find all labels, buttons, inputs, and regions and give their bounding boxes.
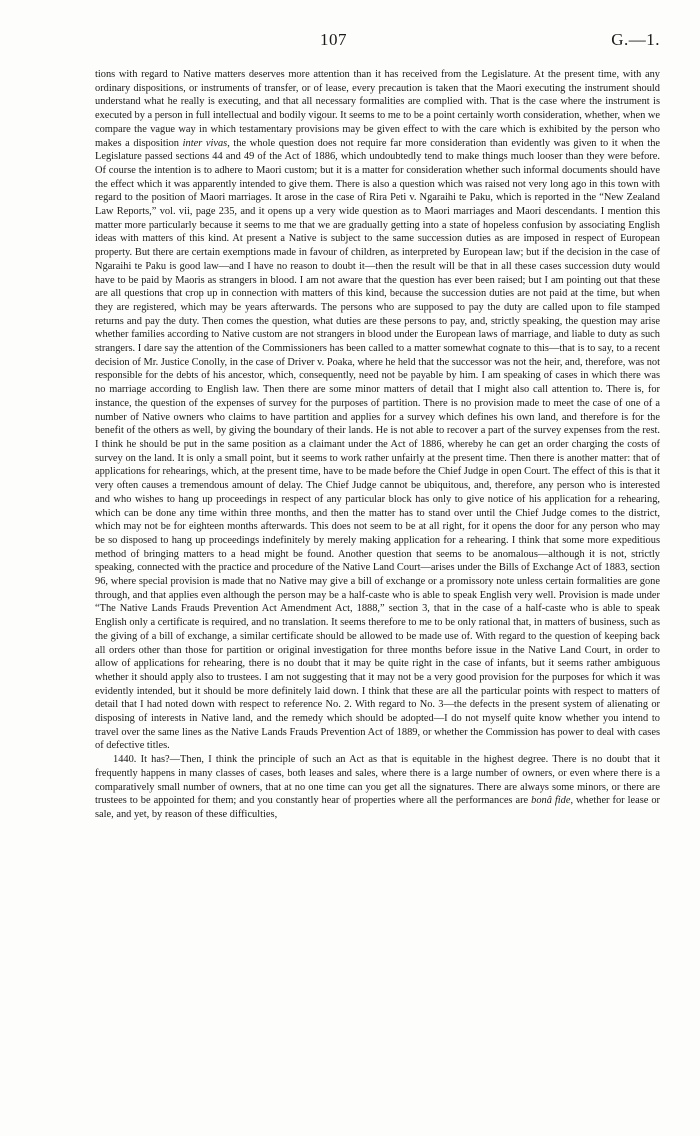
paragraph-text: , whether for lease or sale, and yet, by reason of these difficulties, — [95, 795, 660, 820]
italic-phrase: inter vivas — [182, 137, 228, 149]
body-text — [95, 68, 660, 822]
paragraph-text: tions with regard to Native matters deserves more attention than it has received from the Legislature. At the present time, with any ordinary dispositions, or instruments of transfer, or of lease, every precaution is taken that the Maori executing the instrument should understand what he really is executing, and that all necessary formalities are complied with. That is the case where the instrument is executed by a person in full intellectual and bodily vigour. It seems to me to be a point certainly worth consideration, whether, when we compare the vague way in which testamentary provisions may be given effect to with the care which is exhibited by the person who makes a disposition — [95, 69, 660, 149]
question-number: 1440. — [113, 754, 137, 766]
italic-phrase: bonâ fide — [531, 795, 571, 807]
paragraph-testimony — [95, 68, 660, 753]
page-header — [0, 30, 700, 54]
paragraph-text: It has?—Then, I think the principle of such an Act as that is equitable in the highest degree. There is no doubt that it frequently happens in many classes of cases, both leases and sales, where there is a large number of owners, or even where there is a comparatively small number of owners, that at no one time can you get all the signatures. There are always some minors, or there are trustees to be appointed for them; and you constantly hear of properties where all the performances are — [95, 754, 660, 807]
paragraph-question-1440 — [95, 753, 660, 822]
paragraph-text: , the whole question does not require far more consideration than evidently was given to it when the Legislature passed sections 44 and 49 of the Act of 1886, which undoubtedly tend to make things much looser than they were before. Of course the intention is to adhere to Maori custom; but it is a matter for consideration whether such informal documents should have the effect which it was apparently intended to give them. There is also a question which was raised not very long ago in this town with regard to the position of Maori marriages. It arose in the case of Rira Peti v. Ngaraihi te Paku, which is reported in the “New Zealand Law Reports,” vol. vii, page 235, and it opens up a very wide question as to Maori marriages and Maori descendants. I mention this matter more particularly because it seems to me that we are gradually getting into a state of hopeless confusion by associating English ideas with matters of this kind. At present a Native is subject to the same succession duties as are imposed in respect of European property. But there are certain exemptions made in favour of children, as interpreted by European law; but if the decision in the case of Ngaraihi te Paku is good law—and I have no reason to doubt it—then the result will be that in all these cases succession duty would have to be paid by Maoris as strangers in blood. I am not aware that the question has ever been raised; but I am pointing out that these are all questions that crop up in connection with matters of this kind, because the succession duties are not paid at the time, but when they are registered, which may be years afterwards. The persons who are supposed to pay the duty are called upon to file stamped returns and pay the duty. Then comes the question, what duties are these persons to pay, and, strictly speaking, the question may arise whether families according to Native custom are not strangers in blood under the European laws of marriage, and liable to duty as such strangers. I dare say the attention of the Commissioners has been called to a matter somewhat cognate to this—that is to say, to a recent decision of Mr. Justice Conolly, in the case of Driver v. Poaka, where he held that the successor was not the heir, and, therefore, was not responsible for the debts of his ancestor, which, consequently, need not be payable by him. I am speaking of cases in which there was no marriage according to English law. Then there are some minor matters of detail that I might also call attention to. There is, for instance, the question of the expenses of survey for the purposes of partition. There is no provision made to meet the case of one of a number of Native owners who claims to have partition and applies for a survey which defines his own land, and therefore is for the benefit of the others as well, by giving the boundary of their lands. He is not able to recover a part of the survey expenses from the rest. I think he should be put in the same position as a claimant under the Act of 1886, whereby he can get an order charging the costs of survey on the land. It is only a small point, but it seems to work rather unfairly at the present time. Then there is another matter: that of applications for rehearings, which, at the present time, have to be made before the Chief Judge in open Court. The effect of this is that it very often causes a tremendous amount of delay. The Chief Judge cannot be ubiquitous, and, therefore, any person who is interested and who wishes to hang up proceedings in respect of any particular block has only to give notice of his application for a rehearing, which can be done any time within three months, and then the matter has to stand over until the Chief Judge comes to the district, which may not be for eighteen months afterwards. This does not seem to be at all right, for it opens the door for any person who may be so disposed to hang up proceedings indefinitely by merely making application for a rehearing. I think that some more expeditious method of bringing matters to a head might be found. Another question that seems to be anomalous—although it is not, strictly speaking, connected with the practice and procedure of the Native Land Court—arises under the Bills of Exchange Act of 1883, section 96, where special provision is made that no Native may give a bill of exchange or a promissory note unless certain formalities are gone through, and that applies even although the person may be a half-caste who is able to speak English very well. Provision is made under “The Native Lands Frauds Prevention Act Amendment Act, 1888,” section 3, that in the case of a half-caste who is able to speak English only a certificate is required, and no translation. It seems therefore to me to be only rational that, in matters of business, such as the giving of a bill of exchange, a similar certificate should be allowed to be made use of. With regard to the question of keeping back all orders other than those for partition or original investigation for three months before issue in the Native Land Court, in order to allow of applications for rehearing, there is no doubt that it may be quite right in the case of infants, but it seems rather ambiguous whether it should apply also to trustees. I am not suggesting that it may not be a very good provision for the purposes for which it was evidently intended, but it should be more definitely laid down. I think that these are all the particular points with respect to matters of detail that I had noted down with respect to reference No. 2. With regard to No. 3—the defects in the present system of alienating or disposing of interests in Native land, and the remedy which should be adopted—I do not myself quite know whether you intend to travel over the same lines as the Native Lands Frauds Prevention Act of 1889, or whether the Commission has power to deal with cases of defective titles. — [95, 137, 661, 752]
page-number: 107 — [320, 30, 347, 49]
document-reference: G.—1. — [611, 30, 660, 49]
